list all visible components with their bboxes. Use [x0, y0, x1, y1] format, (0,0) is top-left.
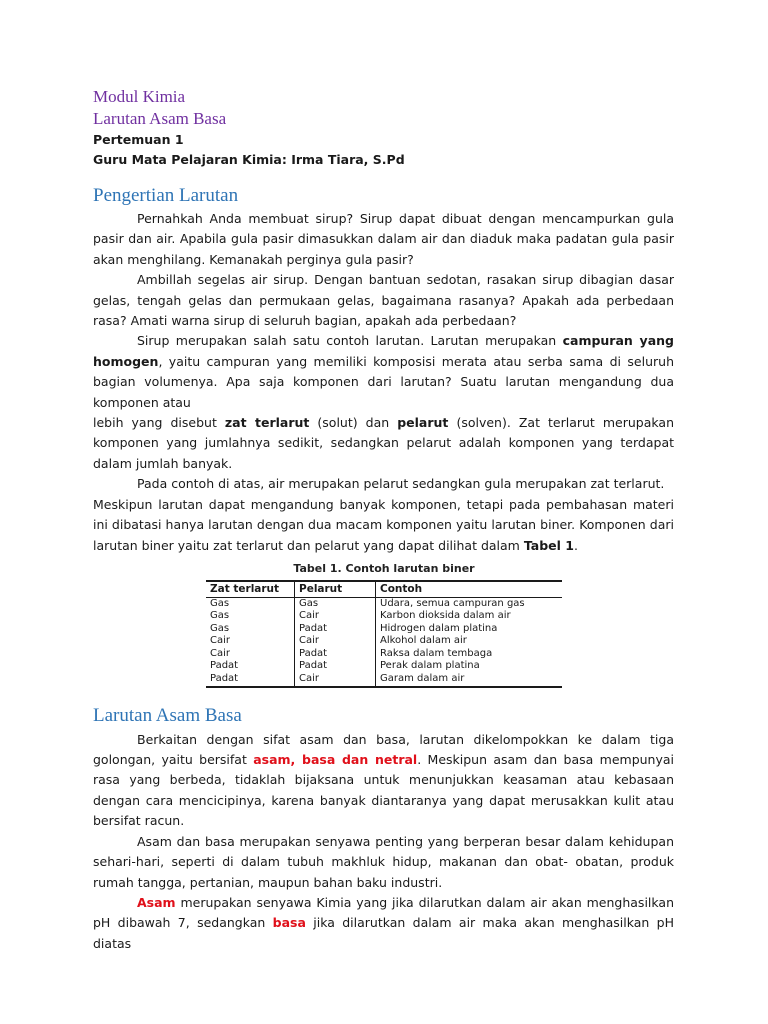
- bold-term: Tabel 1: [523, 537, 574, 553]
- bold-term: zat terlarut: [224, 415, 310, 431]
- paragraph-text: Sirup merupakan salah satu contoh larutan. Larutan merupakan: [137, 333, 563, 349]
- table-cell: Alkohol dalam air: [376, 635, 563, 648]
- table-row: [206, 597, 562, 610]
- paragraph: Pada contoh di atas, air merupakan pelarut sedangkan gula merupakan zat terlarut.: [137, 476, 665, 492]
- table-cell: Cair: [295, 673, 376, 687]
- paragraph: Asam dan basa merupakan senyawa penting yang berperan besar dalam kehidupan sehari-hari, seperti di dalam tubuh makhluk hidup, makanan dan obat- obatan, produk rumah tangga, pertanian, maupun bahan baku industri.: [93, 833, 674, 890]
- bold-term: campuran yang homogen: [93, 333, 674, 369]
- table-cell: Perak dalam platina: [376, 660, 563, 673]
- highlighted-term: basa: [272, 915, 306, 931]
- section-heading-asam-basa: Larutan Asam Basa: [93, 704, 242, 726]
- table-row: [206, 660, 562, 673]
- column-header: Contoh: [376, 581, 563, 597]
- table-cell: Karbon dioksida dalam air: [376, 610, 563, 623]
- table-figure: [206, 562, 562, 688]
- table-cell: Padat: [295, 660, 376, 673]
- paragraph-text: Berkaitan dengan sifat asam dan basa, larutan dikelompokkan ke dalam tiga golongan, yaitu bersifat: [93, 731, 674, 768]
- table-row: [206, 635, 562, 648]
- table-cell: Hidrogen dalam platina: [376, 623, 563, 636]
- teacher-label: Guru Mata Pelajaran Kimia: Irma Tiara, S.Pd: [93, 152, 405, 167]
- table-cell: Gas: [210, 610, 230, 622]
- table-cell: Padat: [210, 660, 239, 672]
- table-row: [206, 673, 562, 687]
- paragraph: [93, 730, 674, 832]
- binary-solution-table: [206, 580, 562, 688]
- table-cell: Gas: [295, 597, 376, 610]
- meeting-label: Pertemuan 1: [93, 132, 184, 147]
- paragraph-text: merupakan senyawa Kimia yang jika dilarutkan dalam air akan menghasilkan pH dibawah 7, sedangkan: [93, 894, 674, 931]
- highlighted-term: asam, basa dan netral: [253, 752, 418, 768]
- paragraph-text: .: [573, 537, 578, 553]
- table-cell: Gas: [210, 597, 230, 609]
- table-cell: Cair: [210, 635, 230, 647]
- paragraph-text: , yaitu campuran yang memiliki komposisi merata atau serba sama di seluruh bagian volumenya. Apa saja komponen dari larutan? Suatu larutan mengandung dua komponen atau: [93, 353, 674, 410]
- column-header: Zat terlarut: [206, 581, 295, 597]
- table-header-row: [206, 581, 562, 597]
- module-subtitle: Larutan Asam Basa: [93, 109, 227, 128]
- paragraph: [93, 495, 674, 556]
- paragraph: [93, 413, 674, 474]
- paragraph-text: . Meskipun asam dan basa mempunyai rasa yang berbeda, tidaklah bijaksana untuk menunjukkan keasaman atau kebasaan dengan cara mencicipinya, karena banyak diantaranya yang dapat merusakkan kulit atau bersifat racun.: [93, 752, 675, 829]
- column-header: Pelarut: [295, 581, 376, 597]
- table-cell: Padat: [210, 673, 239, 685]
- table-cell: Gas: [210, 622, 230, 634]
- table-title: Tabel 1. Contoh larutan biner: [293, 561, 475, 575]
- paragraph: [93, 331, 674, 413]
- bold-term: pelarut: [397, 415, 449, 431]
- paragraph-text: lebih yang disebut: [93, 415, 225, 431]
- paragraph-text: (solven). Zat terlarut merupakan komponen yang jumlahnya sedikit, sedangkan pelarut adalah komponen yang terdapat dalam jumlah banyak.: [93, 415, 674, 471]
- module-title: Modul Kimia: [93, 87, 186, 106]
- table-cell: Udara, semua campuran gas: [376, 597, 563, 610]
- section-heading-pengertian: Pengertian Larutan: [93, 185, 239, 206]
- table-row: [206, 610, 562, 623]
- table-cell: Padat: [295, 648, 376, 661]
- table-cell: Garam dalam air: [376, 673, 563, 687]
- paragraph-text: Meskipun larutan dapat mengandung banyak komponen, tetapi pada pembahasan materi ini dibatasi hanya larutan dengan dua macam komponen yaitu larutan biner. Komponen dari larutan biner yaitu zat terlarut dan pelarut yang dapat dilihat dalam: [93, 496, 674, 553]
- paragraph: [93, 893, 674, 954]
- highlighted-term: Asam: [137, 894, 176, 910]
- table-cell: Raksa dalam tembaga: [376, 648, 563, 661]
- paragraph: Ambillah segelas air sirup. Dengan bantuan sedotan, rasakan sirup dibagian dasar gelas, tengah gelas dan permukaan gelas, bagaimana rasanya? Apakah ada perbedaan rasa? Amati warna sirup di seluruh bagian, apakah ada perbedaan?: [93, 272, 674, 329]
- document-content: [93, 86, 674, 954]
- table-cell: Cair: [210, 647, 230, 659]
- table-row: [206, 648, 562, 661]
- paragraph: Pernahkah Anda membuat sirup? Sirup dapat dibuat dengan mencampurkan gula pasir dan air. Apabila gula pasir dimasukkan dalam air dan diaduk maka padatan gula pasir akan menghilang. Kemanakah perginya gula pasir?: [93, 211, 674, 267]
- paragraph-text: jika dilarutkan dalam air maka akan menghasilkan pH diatas: [93, 915, 675, 951]
- table-cell: Padat: [295, 623, 376, 636]
- paragraph-text: (solut) dan: [309, 415, 398, 431]
- table-row: [206, 623, 562, 636]
- table-cell: Cair: [295, 610, 376, 623]
- table-cell: Cair: [295, 635, 376, 648]
